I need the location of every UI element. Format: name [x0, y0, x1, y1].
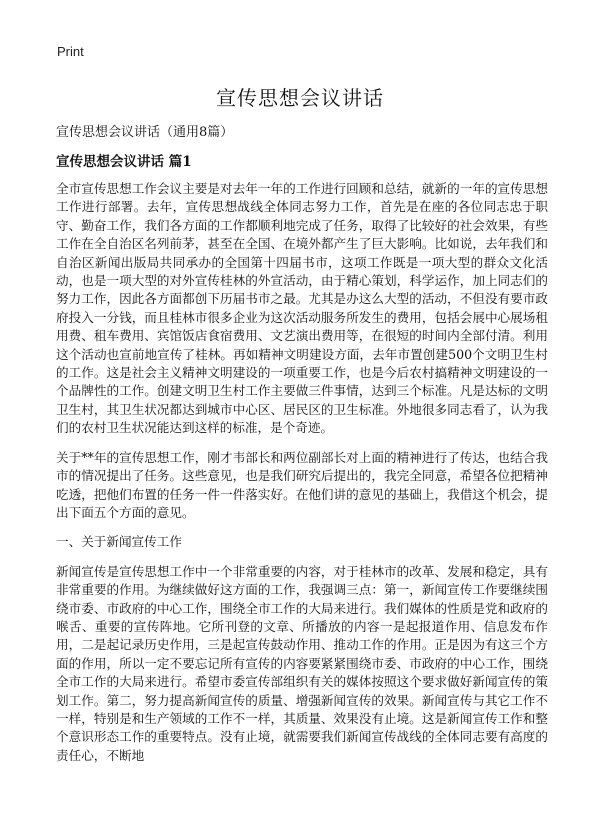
body-subheading: 一、关于新闻宣传工作	[56, 534, 182, 550]
body-paragraph: 新闻宣传是宣传思想工作中一个非常重要的内容，对于桂林市的改革、发展和稳定，具有非常重要的作用。为继续做好这方面的工作，我强调三点：第一，新闻宣传工作要继续围绕市委、市政府的中心工作，围绕全市工作的大局来进行。我们媒体的性质是党和政府的喉舌、重要的宣传阵地。它所刊登的文章、所播放的内容一是起报道作用、信息发布作用，二是起记录历史作用，三是起宣传鼓动作用、推动工作的作用。正是因为有这三个方面的作用，所以一定不要忘记所有宣传的内容要紧紧围绕市委、市政府的中心工作，围绕全市工作的大局来进行。希望市委宣传部组织有关的媒体按照这个要求做好新闻宣传的策划工作。第二，努力提高新闻宣传的质量、增强新闻宣传的效果。新闻宣传与其它工作不一样，特别是和生产领域的工作不一样，其质量、效果没有止境。这是新闻宣传工作和整个意识形态工作的重要特点。没有止境，就需要我们新闻宣传战线的全体同志要有高度的责任心，不断地	[56, 563, 548, 763]
print-label[interactable]: Print	[57, 44, 84, 59]
body-paragraph: 全市宣传思想工作会议主要是对去年一年的工作进行回顾和总结，就新的一年的宣传思想工作进行部署。去年，宣传思想战线全体同志努力工作，首先是在座的各位同志忠于职守、勤奋工作，我们各方面的工作都顺利地完成了任务，取得了比较好的社会效果，有些工作在全自治区名列前茅，甚至在全国、在境外都产生了巨大影响。比如说，去年我们和自治区新闻出版局共同承办的全国第十四届书市，这项工作既是一项大型的群众文化活动，也是一项大型的对外宣传桂林的外宣活动，由于精心策划，科学运作，加上同志们的努力工作，因此各方面都创下历届书市之最。尤其是办这么大型的活动，不但没有要市政府投入一分钱，而且桂林市很多企业为这次活动服务所发生的费用，包括会展中心展场租用费、租车费用、宾馆饭店食宿费用、文艺演出费用等，在很短的时间内全部付清。利用这个活动也宣前地宣传了桂林。再如精神文明建设方面，去年市置创建500个文明卫生村的工作。这是社会主义精神文明建设的一项重要工作，也是今后农村搞精神文明建设的一个品牌性的工作。创建文明卫生村工作主要做三件事情，达到三个标准。凡是达标的文明卫生村，其卫生状况都达到城市中心区、居民区的卫生标准。外地很多同志看了，认为我们的农村卫生状况能达到这样的标准，是个奇迹。	[56, 181, 548, 436]
document-subtitle: 宣传思想会议讲话（通用8篇）	[56, 125, 234, 140]
body-paragraph: 关于**年的宣传思想工作，刚才韦部长和两位副部长对上面的精神进行了传达，也结合我市的情况提出了任务。这些意见，也是我们研究后提出的，我完全同意，希望各位把精神吃透，把他们布置的任务一件一件落实好。在他们讲的意见的基础上，我借这个机会，提出下面五个方面的意见。	[56, 449, 548, 520]
section-heading: 宣传思想会议讲话 篇1	[56, 154, 192, 170]
document-body	[56, 180, 548, 776]
page-title: 宣传思想会议讲话	[216, 86, 384, 110]
